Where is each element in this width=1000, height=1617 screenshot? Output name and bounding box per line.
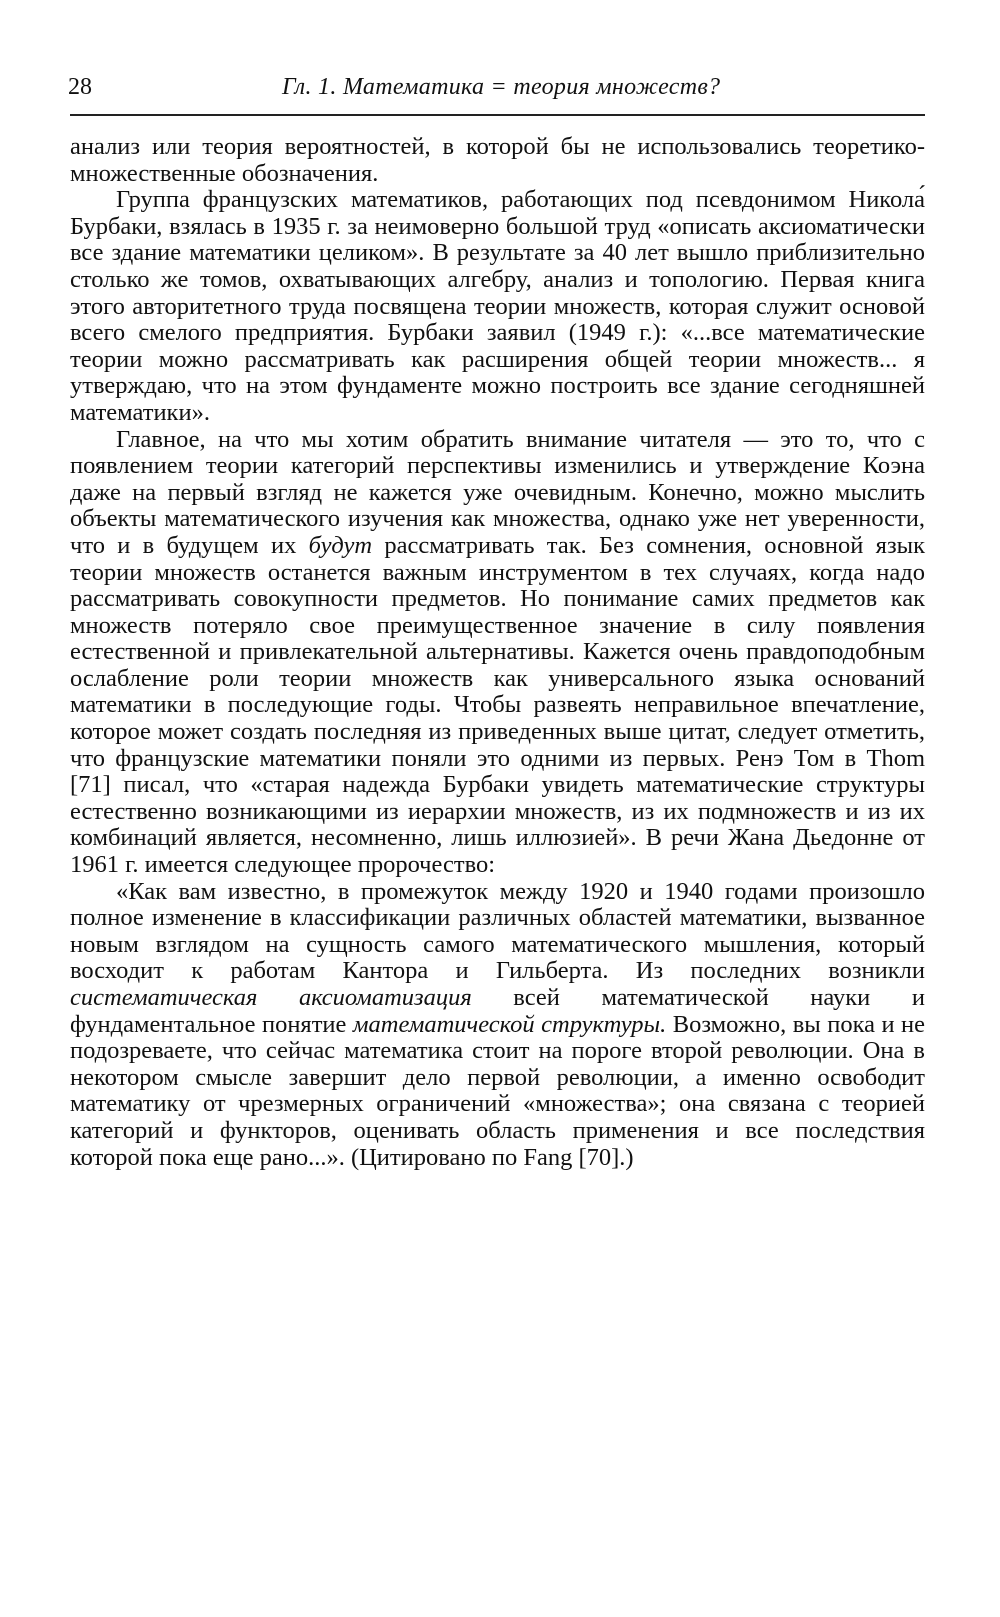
paragraph-bourbaki: Группа французских математиков, работающих под псевдонимом Никола́ Бурбаки, взялась в 1935 г. за неимоверно большой труд «описать аксиоматически все здание математики целиком». В результате за 40 лет вышло приблизительно столько же томов, охватывающих алгебру, анализ и топологию. Первая книга этого авторитетного труда посвящена теории множеств, которая служит основой всего смелого предприятия. Бурбаки заявил (1949 г.): «...все математические теории можно рассматривать как расширения общей теории множеств... я утверждаю, что на этом фундаменте можно построить все здание сегодняшней математики». <box>70 186 925 426</box>
paragraph-text: «Как вам известно, в промежуток между 1920 и 1940 годами произошло полное изменение в классификации различных областей математики, вызванное новым взглядом на сущность самого математического мышления, который восходит к работам Кантора и Гильберта. Из последних возникли <box>70 877 925 985</box>
paragraph-text: рассматривать так. Без сомнения, основной язык теории множеств останется важным инструментом в тех случаях, когда надо рассматривать совокупности предметов. Но понимание самих предметов как множеств потеряло свое преимущественное значение в силу появления естественной и привлекательной альтернативы. Кажется очень правдоподобным ослабление роли теории множеств как универсального языка оснований математики в последующие годы. Чтобы развеять неправильное впечатление, которое может создать последняя из приведенных выше цитат, следует отметить, что французские математики поняли это одними из первых. Ренэ Том в Thom [71] писал, что «старая надежда Бурбаки увидеть математические структуры естественно возникающими из иерархии множеств, из их подмножеств и из их комбинаций является, несомненно, лишь иллюзией». В речи Жана Дьедонне от 1961 г. имеется следующее пророчество: <box>70 531 925 879</box>
running-title: Гл. 1. Математика = теория множеств? <box>282 74 721 100</box>
paragraph-continued: анализ или теория вероятностей, в которой бы не использовались теоретико-множественные обозначения. <box>70 133 925 187</box>
header-rule <box>70 114 925 116</box>
book-page <box>70 70 940 1171</box>
paragraph-text: Возможно, вы пока и не подозреваете, что сейчас математика стоит на пороге второй революции. Она в некотором смысле завершит дело первой революции, а именно освободит математику от чрезмерных ограничений «множества»; она связана с теорией категорий и функторов, оценивать область применения и все последствия которой пока еще рано...». (Цитировано по Fang [70].) <box>70 1010 926 1171</box>
emphasis-text: будут <box>308 531 373 559</box>
emphasis-text: математической структуры. <box>352 1010 667 1038</box>
page-number: 28 <box>68 74 92 100</box>
page-header <box>70 70 940 104</box>
paragraph-text: Главное, на что мы хотим обратить внимание читателя — это то, что с появлением теории категорий перспективы изменились и утверждение Коэна даже на первый взгляд не кажется уже очевидным. Конечно, можно мыслить объекты математического изучения как множества, однако уже нет уверенности, что и в будущем их <box>70 425 925 559</box>
paragraph-dieudonne-quote <box>70 879 925 1172</box>
paragraph-text: всей математической науки и фундаментальное понятие <box>70 984 925 1038</box>
body-text <box>70 134 925 1171</box>
emphasis-text: систематическая аксиоматизация <box>70 984 472 1011</box>
paragraph-main-point <box>70 427 925 879</box>
